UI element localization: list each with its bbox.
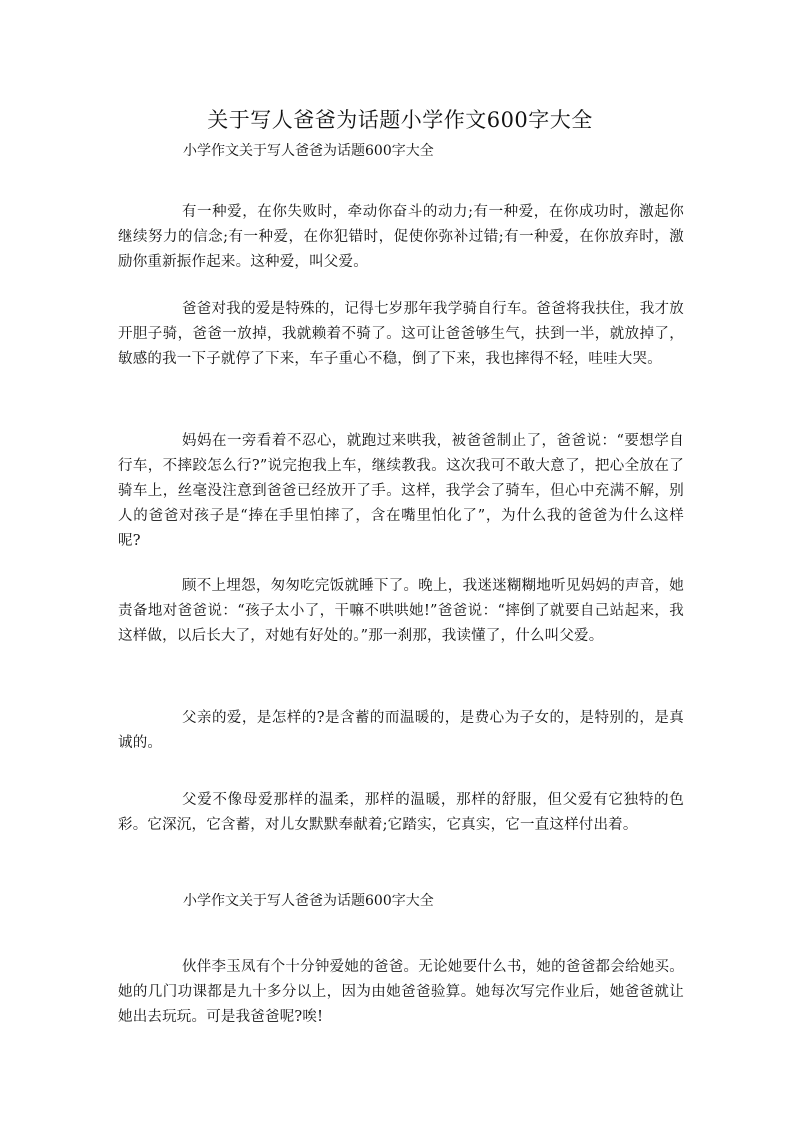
paragraph-2: 爸爸对我的爱是特殊的，记得七岁那年我学骑自行车。爸爸将我扶住，我才放开胆子骑，爸爸一放掉，我就赖着不骑了。这可让爸爸够生气，扶到一半，就放掉了，敏感的我一下子就停了下来，车子重心不稳，倒了下来，我也摔得不轻，哇哇大哭。: [118, 301, 684, 367]
paragraph-3: 妈妈在一旁看着不忍心，就跑过来哄我，被爸爸制止了，爸爸说：“要想学自行车，不摔跤怎么行?”说完抱我上车，继续教我。这次我可不敢大意了，把心全放在了骑车上，丝毫没注意到爸爸已经放开了手。这样，我学会了骑车，但心中充满不解，别人的爸爸对孩子是“捧在手里怕摔了，含在嘴里怕化了”，为什么我的爸爸为什么这样呢?: [118, 433, 684, 549]
section-heading: 小学作文关于写人爸爸为话题600字大全: [183, 893, 434, 909]
paragraph-5: 父亲的爱，是怎样的?是含蓄的而温暖的，是费心为子女的，是特别的，是真诚的。: [118, 710, 684, 751]
document-title: 关于写人爸爸为话题小学作文600字大全: [207, 108, 593, 132]
paragraph-1: 有一种爱，在你失败时，牵动你奋斗的动力;有一种爱，在你成功时，激起你继续努力的信念;有一种爱，在你犯错时，促使你弥补过错;有一种爱，在你放弃时，激励你重新振作起来。这种爱，叫父爱。: [118, 204, 684, 270]
document-subtitle: 小学作文关于写人爸爸为话题600字大全: [183, 143, 434, 159]
paragraph-4: 顾不上埋怨，匆匆吃完饭就睡下了。晚上，我迷迷糊糊地听见妈妈的声音，她责备地对爸爸说：“孩子太小了，干嘛不哄哄她!”爸爸说：“摔倒了就要自己站起来，我这样做，以后长大了，对她有好处的。”那一刹那，我读懂了，什么叫父爱。: [118, 578, 684, 644]
paragraph-6: 父爱不像母爱那样的温柔，那样的温暖，那样的舒服，但父爱有它独特的色彩。它深沉，它含蓄，对儿女默默奉献着;它踏实，它真实，它一直这样付出着。: [118, 792, 684, 833]
paragraph-7: 伙伴李玉凤有个十分钟爱她的爸爸。无论她要什么书，她的爸爸都会给她买。她的几门功课都是九十多分以上，因为由她爸爸验算。她每次写完作业后，她爸爸就让她出去玩玩。可是我爸爸呢?唉!: [118, 959, 684, 1025]
